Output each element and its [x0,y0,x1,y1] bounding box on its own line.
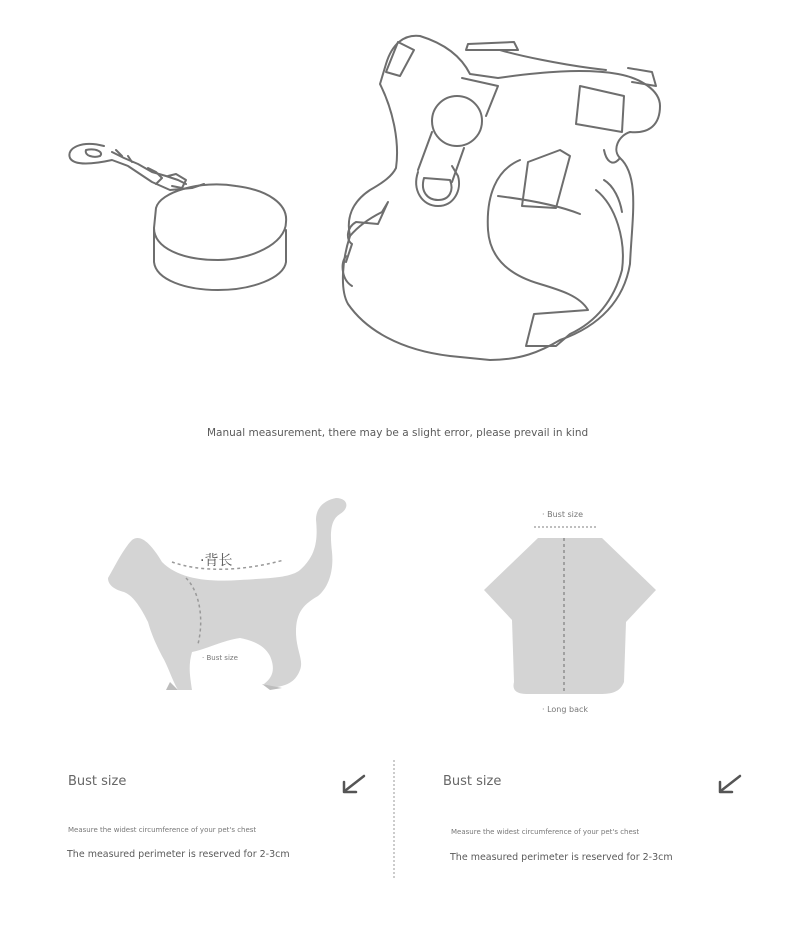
shirt-long-back-label: · Long back [542,705,588,714]
arrow-down-left-icon [716,772,746,802]
right-bust-title: Bust size [443,774,502,789]
back-length-label: ·背长 [200,553,233,569]
left-bust-title: Bust size [68,774,127,789]
arrow-down-left-icon [340,772,370,802]
section-divider [392,760,396,880]
right-bust-description: Measure the widest circumference of your pet's chest [451,828,640,836]
cat-bust-label: · Bust size [202,654,238,662]
right-bust-reserve: The measured perimeter is reserved for 2-3cm [450,852,673,863]
left-bust-description: Measure the widest circumference of your pet's chest [68,826,257,834]
measurement-note: Manual measurement, there may be a slight error, please prevail in kind [207,427,589,439]
shirt-bust-label: · Bust size [542,510,584,519]
left-bust-reserve: The measured perimeter is reserved for 2-3cm [67,849,290,860]
